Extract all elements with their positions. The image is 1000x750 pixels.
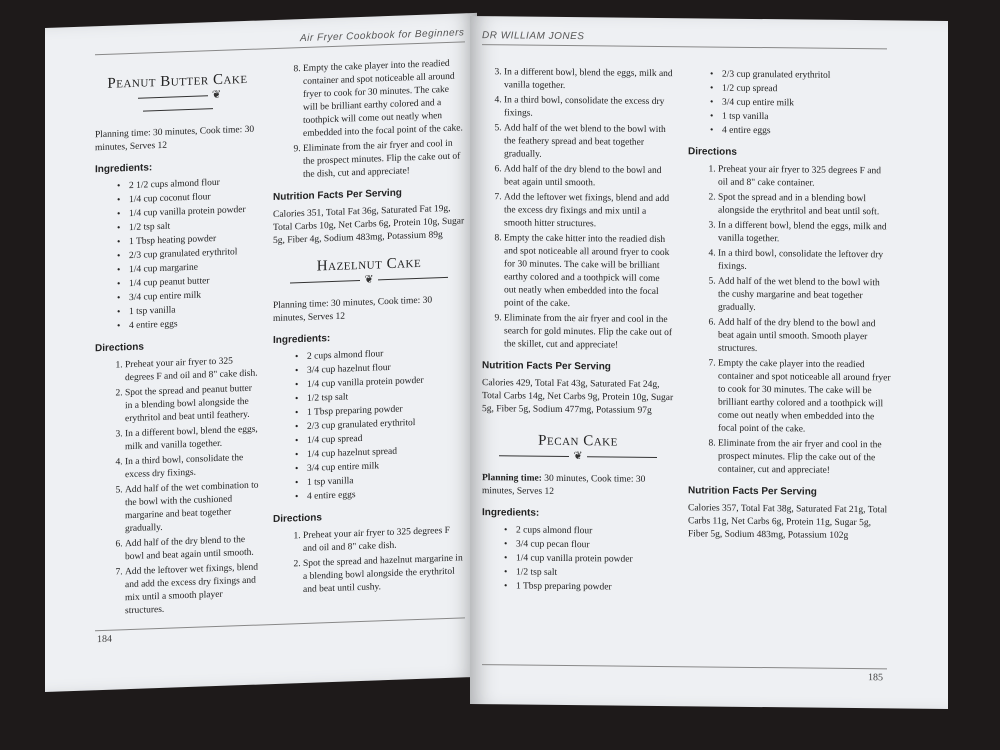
ingredient-item: • 1/2 tsp salt (504, 566, 674, 581)
right-column (688, 68, 893, 549)
recipe-title: Pecan Cake (538, 432, 618, 450)
nutrition-facts: Calories 357, Total Fat 38g, Saturated Fat 21g, Total Carbs 11g, Net Carbs 6g, Protein 11g, Sugar 5g, Fiber 5g, Sodium 483mg, Potassium 102g (688, 503, 888, 541)
direction-step: 5. Add half of the wet blend to the bowl with the feathery spread and beat together gradually. (504, 122, 674, 163)
nutrition-heading: Nutrition Facts Per Serving (273, 187, 402, 204)
ingredient-item: • 3/4 cup hazelnut flour (295, 359, 465, 378)
ingredient-item: • 1 Tbsp heating powder (117, 231, 260, 249)
ingredient-item: • 3/4 cup pecan flour (504, 538, 674, 553)
flourish-ornament: ❦ (273, 270, 465, 290)
ingredients-list-continued (688, 68, 893, 139)
ingredients-list (95, 175, 260, 334)
ingredient-item: • 1/2 tsp salt (117, 217, 260, 235)
direction-step: 2. Spot the spread and hazelnut margarine in a blending bowl alongside the erythritol and beat until cushy. (303, 552, 465, 597)
ingredient-item: • 1/4 cup vanilla protein powder (117, 203, 260, 221)
ingredient-item: • 1/4 cup vanilla protein powder (504, 552, 674, 567)
direction-step: 6. Add half of the dry blend to the bowl and beat again until smooth. (504, 163, 674, 191)
ingredients-heading: Ingredients: (273, 333, 331, 347)
ingredients-list (273, 345, 465, 505)
direction-step: 1. Preheat your air fryer to 325 degrees F and oil and 8" cake container. (718, 164, 893, 192)
direction-step: 4. In a third bowl, consolidate the excess dry fixings. (504, 94, 674, 122)
directions-list (95, 354, 260, 619)
header-rule (95, 41, 465, 55)
direction-step: 3. In a different bowl, blend the eggs, milk and vanilla together. (504, 66, 674, 94)
planning-value: 30 minutes, Cook time: 30 minutes, Serves 12 (482, 473, 646, 497)
direction-step: 8. Empty the cake hitter into the readied dish and spot noticeable all around fryer to cook for 30 minutes. The cake will be brilliant earthy colored and a toothpick will come out neatly when embedded into the focal point of the cake. (504, 232, 674, 312)
recipe-title: Peanut Butter Cake (107, 70, 248, 92)
direction-step: 8. Eliminate from the air fryer and cool in the prospect minutes. Flip the cake out of the container, cut and appreciate! (718, 438, 893, 479)
ingredient-item: • 3/4 cup entire milk (117, 287, 260, 305)
ingredient-item: • 3/4 cup entire milk (710, 97, 893, 112)
ingredient-item: • 1/4 cup peanut butter (117, 273, 260, 291)
ingredient-item: • 1/4 cup coconut flour (117, 189, 260, 207)
planning-time: Planning time: 30 minutes, Cook time: 30 minutes, Serves 12 (95, 124, 255, 154)
left-column (95, 64, 260, 621)
ingredient-item: • 4 entire eggs (295, 485, 465, 504)
ingredient-item: • 2/3 cup granulated erythritol (117, 245, 260, 263)
directions-list (688, 163, 893, 478)
footer-rule (95, 617, 465, 631)
left-column (482, 66, 674, 596)
running-head: Air Fryer Cookbook for Beginners (300, 27, 465, 45)
ingredient-item: • 1 Tbsp preparing powder (295, 401, 465, 420)
direction-step: 6. Add half of the dry blend to the bowl and beat again until smooth. (125, 533, 260, 564)
ingredient-item: • 3/4 cup entire milk (295, 457, 465, 476)
direction-step: 7. Add the leftover wet fixings, blend and add the excess dry fixings and mix until a smooth player structures. (125, 561, 260, 618)
ingredient-item: • 1/2 cup spread (710, 83, 893, 98)
nutrition-heading: Nutrition Facts Per Serving (482, 360, 611, 373)
left-page (45, 13, 477, 692)
flourish-ornament: ❦ (95, 87, 260, 119)
ingredient-item: • 2 cups almond flour (295, 345, 465, 364)
planning-time: Planning time: 30 minutes, Cook time: 30 minutes, Serves 12 (273, 295, 433, 325)
nutrition-facts: Calories 351, Total Fat 36g, Saturated Fat 19g, Total Carbs 10g, Net Carbs 6g, Protein 10g, Sugar 5g, Fiber 4g, Sodium 483mg, Potassium 89g (273, 203, 465, 247)
directions-list-continued (273, 57, 465, 183)
ingredient-item: • 1/4 cup spread (295, 429, 465, 448)
ingredients-heading: Ingredients: (482, 507, 540, 519)
ingredient-item: • 1/4 cup hazelnut spread (295, 443, 465, 462)
direction-step: 4. In a third bowl, consolidate the excess dry fixings. (125, 451, 260, 482)
ingredient-item: • 1/4 cup vanilla protein powder (295, 373, 465, 392)
running-head: DR WILLIAM JONES (482, 30, 585, 43)
ingredients-list (482, 524, 674, 595)
ingredient-item: • 1 tsp vanilla (710, 111, 893, 126)
nutrition-facts: Calories 429, Total Fat 43g, Saturated Fat 24g, Total Carbs 14g, Net Carbs 9g, Protein 10g, Sugar 5g, Fiber 5g, Sodium 477mg, Potassium 97g (482, 378, 674, 416)
direction-step: 9. Eliminate from the air fryer and cool in the prospect minutes. Flip the cake out of the dish, cut and appreciate! (303, 137, 465, 182)
direction-step: 8. Empty the cake player into the readied container and spot noticeable all around fryer to cook for 30 minutes. The cake will be brilliant earthy colored and a toothpick will come out neatly when embedded into the focal point of the cake. (303, 57, 465, 141)
ingredient-item: • 1 tsp vanilla (295, 471, 465, 490)
directions-heading: Directions (688, 146, 737, 158)
direction-step: 3. In a different bowl, blend the eggs, milk and vanilla together. (125, 423, 260, 454)
directions-heading: Directions (95, 341, 144, 355)
directions-list (273, 524, 465, 598)
ingredient-item: • 1/4 cup margarine (117, 259, 260, 277)
directions-list-continued (482, 66, 674, 353)
direction-step: 4. In a third bowl, consolidate the leftover dry fixings. (718, 248, 893, 276)
ingredient-item: • 2 1/2 cups almond flour (117, 175, 260, 193)
flourish-ornament: ❦ (482, 449, 674, 464)
ingredient-item: • 4 entire eggs (117, 315, 260, 333)
planning-label: Planning time: (482, 473, 542, 484)
direction-step: 9. Eliminate from the air fryer and cool in the search for gold minutes. Flip the cake out of the skillet, cut and appreciate! (504, 312, 674, 353)
direction-step: 6. Add half of the dry blend to the bowl and beat again until smooth. Smooth player structures. (718, 317, 893, 358)
ingredient-item: • 1 Tbsp preparing powder (504, 580, 674, 595)
nutrition-heading: Nutrition Facts Per Serving (688, 485, 817, 498)
direction-step: 7. Empty the cake player into the readied container and spot noticeable all around fryer to cook for 30 minutes. The cake will be brilliant earthy colored and a toothpick will come out neatly when embedded into the focal point of the cake. (718, 358, 893, 438)
page-number: 185 (868, 672, 883, 684)
ingredient-item: • 2 cups almond flour (504, 524, 674, 539)
direction-step: 3. In a different bowl, blend the eggs, milk and vanilla together. (718, 220, 893, 248)
right-page (470, 16, 948, 709)
directions-heading: Directions (273, 512, 322, 526)
header-rule (482, 44, 887, 49)
direction-step: 5. Add half of the wet combination to the bowl with the cushioned margarine and beat together gradually. (125, 479, 260, 536)
recipe-title: Hazelnut Cake (316, 254, 422, 275)
page-number: 184 (97, 633, 112, 646)
ingredient-item: • 4 entire eggs (710, 125, 893, 140)
direction-step: 1. Preheat your air fryer to 325 degrees F and oil and 8" cake dish. (125, 354, 260, 385)
right-column (273, 57, 465, 600)
planning-time (482, 472, 674, 500)
direction-step: 1. Preheat your air fryer to 325 degrees F and oil and 8" cake dish. (303, 524, 465, 556)
footer-rule (482, 664, 887, 669)
direction-step: 2. Spot the spread and in a blending bowl alongside the erythritol and beat until soft. (718, 192, 893, 220)
direction-step: 7. Add the leftover wet fixings, blend and add the excess dry fixings and mix until a smooth hitter structures. (504, 191, 674, 232)
ingredient-item: • 2/3 cup granulated erythritol (295, 415, 465, 434)
direction-step: 2. Spot the spread and peanut butter in a blending bowl alongside the erythritol and beat until feathery. (125, 382, 260, 426)
direction-step: 5. Add half of the wet blend to the bowl with the cushy margarine and beat together gradually. (718, 276, 893, 317)
ingredients-heading: Ingredients: (95, 162, 153, 176)
ingredient-item: • 2/3 cup granulated erythritol (710, 69, 893, 84)
ingredient-item: • 1/2 tsp salt (295, 387, 465, 406)
ingredient-item: • 1 tsp vanilla (117, 301, 260, 319)
